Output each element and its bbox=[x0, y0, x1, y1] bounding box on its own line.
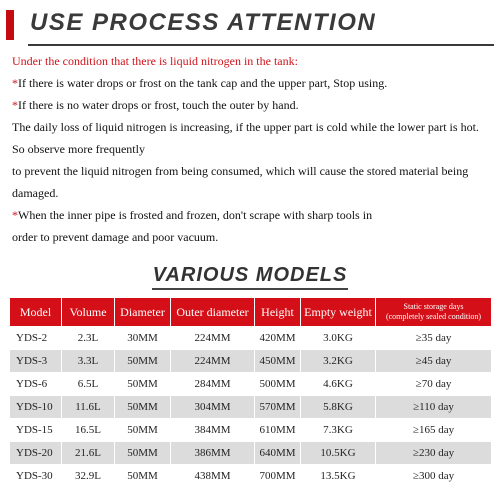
bullet-2 bbox=[12, 94, 492, 116]
intro-text: Under the condition that there is liquid nitrogen in the tank: bbox=[12, 54, 298, 68]
table-cell: 7.3KG bbox=[301, 419, 376, 442]
asterisk: * bbox=[12, 76, 18, 90]
table-cell: 13.5KG bbox=[301, 465, 376, 488]
col-header-model: Model bbox=[10, 298, 62, 327]
table-cell: 50MM bbox=[115, 442, 171, 465]
table-row bbox=[10, 373, 492, 396]
section-header bbox=[6, 6, 494, 44]
title-underline bbox=[28, 44, 494, 46]
models-title: VARIOUS MODELS bbox=[152, 264, 348, 286]
page-title: USE PROCESS ATTENTION bbox=[30, 9, 377, 36]
table-cell: YDS-20 bbox=[10, 442, 62, 465]
table-cell: YDS-10 bbox=[10, 396, 62, 419]
table-cell: YDS-15 bbox=[10, 419, 62, 442]
asterisk: * bbox=[12, 208, 18, 222]
bullet-1-text: If there is water drops or frost on the tank cap and the upper part, Stop using. bbox=[18, 76, 388, 90]
table-cell: 3.3L bbox=[62, 350, 115, 373]
table-cell: ≥165 day bbox=[376, 419, 492, 442]
bullet-2-text: If there is no water drops or frost, touch the outer by hand. bbox=[18, 98, 299, 112]
table-cell: 3.2KG bbox=[301, 350, 376, 373]
table-row bbox=[10, 465, 492, 488]
table-cell: 284MM bbox=[171, 373, 255, 396]
table-cell: ≥45 day bbox=[376, 350, 492, 373]
table-cell: YDS-3 bbox=[10, 350, 62, 373]
table-cell: 304MM bbox=[171, 396, 255, 419]
table-cell: ≥35 day bbox=[376, 327, 492, 350]
table-cell: 50MM bbox=[115, 350, 171, 373]
table-cell: 640MM bbox=[255, 442, 301, 465]
bullet-1 bbox=[12, 72, 492, 94]
table-cell: 224MM bbox=[171, 350, 255, 373]
table-cell: YDS-30 bbox=[10, 465, 62, 488]
table-cell: 438MM bbox=[171, 465, 255, 488]
table-cell: 50MM bbox=[115, 419, 171, 442]
instructions bbox=[12, 50, 492, 248]
col-header-storage-days bbox=[376, 298, 492, 327]
asterisk: * bbox=[12, 98, 18, 112]
table-cell: YDS-2 bbox=[10, 327, 62, 350]
table-cell: 21.6L bbox=[62, 442, 115, 465]
table-cell: 224MM bbox=[171, 327, 255, 350]
table-cell: 50MM bbox=[115, 396, 171, 419]
bullet-3 bbox=[12, 204, 492, 226]
table-cell: 50MM bbox=[115, 465, 171, 488]
table-cell: 610MM bbox=[255, 419, 301, 442]
table-cell: ≥300 day bbox=[376, 465, 492, 488]
table-cell: 386MM bbox=[171, 442, 255, 465]
table-cell: 30MM bbox=[115, 327, 171, 350]
table-cell: ≥230 day bbox=[376, 442, 492, 465]
table-cell: 6.5L bbox=[62, 373, 115, 396]
paragraph-3: order to prevent damage and poor vacuum. bbox=[12, 230, 219, 244]
table-cell: 384MM bbox=[171, 419, 255, 442]
table-cell: 420MM bbox=[255, 327, 301, 350]
table-cell: 3.0KG bbox=[301, 327, 376, 350]
table-row bbox=[10, 350, 492, 373]
storage-days-sublabel: (completely sealed condition) bbox=[385, 312, 482, 321]
table-cell: 4.6KG bbox=[301, 373, 376, 396]
col-header-diameter: Diameter bbox=[115, 298, 171, 327]
col-header-outer-diameter: Outer diameter bbox=[171, 298, 255, 327]
table-cell: 16.5L bbox=[62, 419, 115, 442]
table-cell: 2.3L bbox=[62, 327, 115, 350]
table-cell: 50MM bbox=[115, 373, 171, 396]
table-body bbox=[10, 327, 492, 488]
table-cell: YDS-6 bbox=[10, 373, 62, 396]
table-cell: 32.9L bbox=[62, 465, 115, 488]
bullet-3-text: When the inner pipe is frosted and frozen, don't scrape with sharp tools in bbox=[18, 208, 373, 222]
table-cell: 450MM bbox=[255, 350, 301, 373]
table-row bbox=[10, 396, 492, 419]
table-cell: 11.6L bbox=[62, 396, 115, 419]
table-header-row bbox=[10, 298, 492, 327]
paragraph-2: to prevent the liquid nitrogen from being consumed, which will cause the stored material being damaged. bbox=[12, 164, 469, 200]
table-cell: 700MM bbox=[255, 465, 301, 488]
accent-bar bbox=[6, 10, 14, 40]
table-row bbox=[10, 419, 492, 442]
col-header-height: Height bbox=[255, 298, 301, 327]
table-cell: ≥70 day bbox=[376, 373, 492, 396]
paragraph-1: The daily loss of liquid nitrogen is increasing, if the upper part is cold while the lower part is hot. So observe more frequently bbox=[12, 120, 479, 156]
table-cell: 5.8KG bbox=[301, 396, 376, 419]
col-header-volume: Volume bbox=[62, 298, 115, 327]
storage-days-label: Static storage days bbox=[403, 302, 464, 311]
table-cell: 500MM bbox=[255, 373, 301, 396]
models-title-underline bbox=[152, 288, 348, 290]
table-cell: 10.5KG bbox=[301, 442, 376, 465]
table-row bbox=[10, 442, 492, 465]
table-cell: ≥110 day bbox=[376, 396, 492, 419]
table-cell: 570MM bbox=[255, 396, 301, 419]
col-header-empty-weight: Empty weight bbox=[301, 298, 376, 327]
models-table bbox=[9, 297, 492, 488]
table-row bbox=[10, 327, 492, 350]
